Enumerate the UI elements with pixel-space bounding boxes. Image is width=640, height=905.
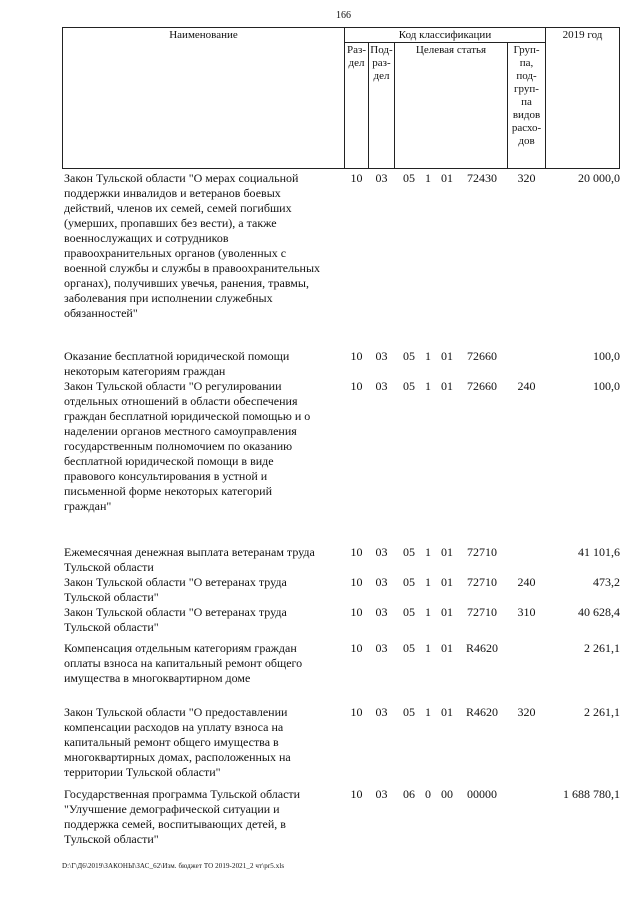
row-code-c3: 01 [441, 705, 453, 719]
row-code-c2: 1 [425, 641, 431, 655]
row-code-c3: 01 [441, 575, 453, 589]
row-code-rz: 10 [350, 545, 363, 559]
row-code-pr: 03 [375, 641, 388, 655]
row-code-c1: 05 [403, 545, 415, 559]
header-year: 2019 год [562, 29, 603, 41]
header-target-cell [394, 42, 508, 169]
row-code-c1: 05 [403, 641, 415, 655]
header-name: Наименование [169, 29, 238, 41]
row-code-vr: 240 [517, 379, 536, 393]
row-code-rz: 10 [350, 787, 363, 801]
row-code-c4: R4620 [465, 705, 498, 719]
row-code-c4: 72710 [467, 605, 497, 619]
row-code-vr: 310 [517, 605, 536, 619]
row-amount: 1 688 780,1 [563, 787, 620, 801]
row-code-pr: 03 [375, 787, 388, 801]
row-code-c1: 05 [403, 605, 415, 619]
row-code-c3: 01 [441, 171, 453, 185]
row-code-c3: 00 [441, 787, 453, 801]
row-amount: 41 101,6 [578, 545, 620, 559]
row-code-vr: 240 [517, 575, 536, 589]
row-code-c3: 01 [441, 379, 453, 393]
header-podrazdel: Под- раз- дел [370, 44, 393, 82]
row-code-c3: 01 [441, 641, 453, 655]
row-name: Компенсация отдельным категориям граждан оплаты взноса на капитальный ремонт общего имущества в многоквартирном доме [64, 641, 303, 685]
row-code-rz: 10 [350, 379, 363, 393]
header-razdel: Раз- дел [346, 44, 366, 69]
row-code-c1: 05 [403, 379, 415, 393]
row-code-rz: 10 [350, 641, 363, 655]
row-code-c2: 1 [425, 545, 431, 559]
row-code-c2: 1 [425, 379, 431, 393]
row-code-pr: 03 [375, 575, 388, 589]
row-code-c4: 72430 [467, 171, 497, 185]
row-code-rz: 10 [350, 575, 363, 589]
row-amount: 473,2 [593, 575, 620, 589]
row-code-vr: 320 [517, 705, 536, 719]
row-code-rz: 10 [350, 605, 363, 619]
row-code-c1: 05 [403, 349, 415, 363]
row-name: Оказание бесплатной юридической помощи некоторым категориям граждан [64, 349, 290, 378]
header-year-cell [545, 27, 620, 169]
row-code-c1: 05 [403, 705, 415, 719]
row-name: Закон Тульской области "О ветеранах труда Тульской области" [64, 605, 287, 634]
row-code-c1: 06 [403, 787, 415, 801]
row-name: Закон Тульской области "О мерах социальной поддержки инвалидов и ветеранов боевых действий, членов их семей, семей погибших (умерших, пропавших без вести), а также военнослужащих и сотрудников правоохранительных органов (уволенных с военной службы и службы в правоохранительных органах), получивших увечья, ранения, травмы, заболевания при исполнении служебных обязанностей" [64, 171, 321, 320]
row-code-c3: 01 [441, 605, 453, 619]
header-group: Груп- па, под- груп- па видов расхо- дов [511, 44, 542, 147]
row-code-c4: 72660 [467, 349, 497, 363]
row-code-c2: 1 [425, 575, 431, 589]
row-code-c4: 72710 [467, 545, 497, 559]
row-code-c2: 1 [425, 605, 431, 619]
row-name: Ежемесячная денежная выплата ветеранам труда Тульской области [64, 545, 315, 574]
row-code-c4: 72710 [467, 575, 497, 589]
row-name: Закон Тульской области "О регулировании отдельных отношений в области обеспечения граждан бесплатной юридической помощью и о наделении органов местного самоуправления государственным полномочием по оказанию бесплатной юридической помощи в виде правового консультирования в устной и письменной форме некоторых категорий граждан" [64, 379, 311, 513]
row-code-c2: 1 [425, 171, 431, 185]
row-code-c3: 01 [441, 349, 453, 363]
row-amount: 2 261,1 [584, 705, 620, 719]
row-code-rz: 10 [350, 349, 363, 363]
header-code: Код классификации [398, 29, 492, 41]
table-header [62, 27, 620, 169]
row-code-c2: 1 [425, 705, 431, 719]
row-code-pr: 03 [375, 545, 388, 559]
row-code-c2: 1 [425, 349, 431, 363]
row-code-c3: 01 [441, 545, 453, 559]
row-code-pr: 03 [375, 379, 388, 393]
row-name: Закон Тульской области "О предоставлении компенсации расходов на уплату взноса на капитальный ремонт общего имущества в многоквартирных домах, расположенных на территории Тульской области" [64, 705, 291, 779]
row-code-c1: 05 [403, 171, 415, 185]
row-code-rz: 10 [350, 705, 363, 719]
row-code-pr: 03 [375, 705, 388, 719]
row-code-c2: 0 [425, 787, 431, 801]
row-code-c1: 05 [403, 575, 415, 589]
row-amount: 20 000,0 [578, 171, 620, 185]
header-target: Целевая статья [415, 44, 487, 56]
row-code-vr: 320 [517, 171, 536, 185]
row-code-pr: 03 [375, 349, 388, 363]
row-code-pr: 03 [375, 171, 388, 185]
row-code-c4: 72660 [467, 379, 497, 393]
row-code-pr: 03 [375, 605, 388, 619]
header-name-cell [62, 27, 345, 169]
row-code-rz: 10 [350, 171, 363, 185]
page-number: 166 [336, 10, 351, 21]
row-name: Закон Тульской области "О ветеранах труда Тульской области" [64, 575, 287, 604]
row-name: Государственная программа Тульской области "Улучшение демографической ситуации и поддержка семей, воспитывающих детей, в Тульской области" [64, 787, 301, 846]
row-amount: 100,0 [593, 379, 620, 393]
file-path-footer: D:\Г\Д6\2019\ЗАКОНЫ\ЗАС_62\Изм. бюджет ТО 2019-2021_2 чт\pr5.xls [62, 862, 285, 870]
row-amount: 100,0 [593, 349, 620, 363]
row-amount: 2 261,1 [584, 641, 620, 655]
row-code-c4: R4620 [465, 641, 498, 655]
row-code-c4: 00000 [467, 787, 497, 801]
row-amount: 40 628,4 [578, 605, 620, 619]
